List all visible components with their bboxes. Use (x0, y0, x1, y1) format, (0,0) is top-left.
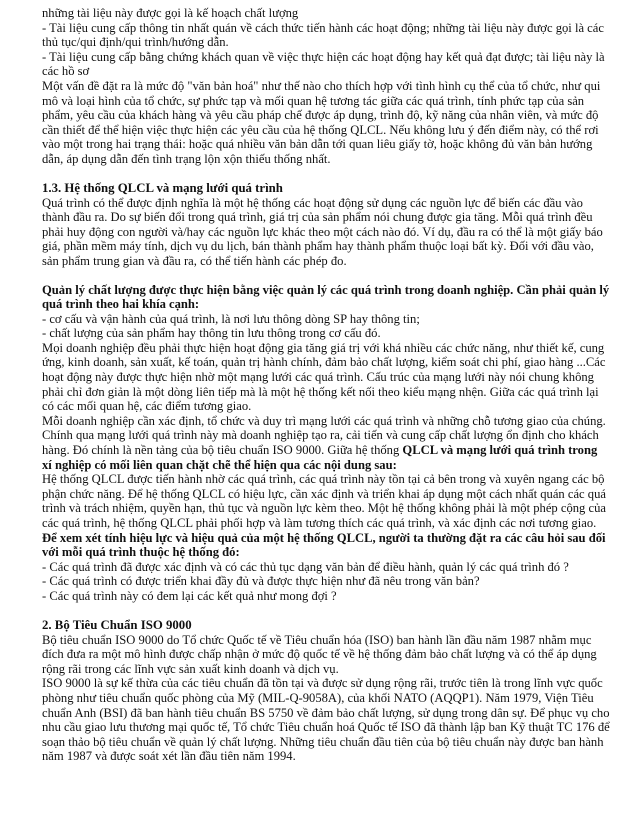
paragraph-effectiveness-questions: Để xem xét tính hiệu lực và hiệu quả của một hệ thống QLCL, người ta thường đặt ra các câu hỏi sau đối với mỗi quá trình thuộc hệ thống đó: (42, 530, 606, 560)
paragraph-qlcl-processes: Hệ thống QLCL được tiến hành nhờ các quá trình, các quá trình này tồn tại cả bên trong và xuyên ngang các bộ phận chức năng. Để hệ thống QLCL có hiệu lực, cần xác định và triển khai áp dụng một cách nhất quán các quá trình và trách nhiệm, quyền hạn, thủ tục và nguồn lực kèm theo. Một hệ thống không phải là một phép cộng của các quá trình, hệ thống QLCL phải phối hợp và làm tương thích các quá trình, và xác định các nơi tương giao. (42, 472, 606, 530)
paragraph-text: Mỗi doanh nghiệp cần xác định, tổ chức và duy trì mạng lưới các quá trình và những chỗ tương giao của chúng. Chính qua mạng lưới quá trình này mà doanh nghiệp tạo ra, cải tiến và cung cấp chất lượng ổn định cho khách hàng. Đó chính là nền tảng của bộ tiêu chuẩn ISO 9000. Giữa hệ thống (42, 413, 606, 458)
paragraph-quality-management-intro: Quản lý chất lượng được thực hiện bằng việc quản lý các quá trình trong doanh nghiệp. Cần phải quản lý quá trình theo hai khía cạnh: (42, 282, 610, 312)
paragraph-records: - Tài liệu cung cấp bằng chứng khách quan về việc thực hiện các hoạt động hay kết quả đạt được; tài liệu này là các hồ sơ (42, 49, 605, 79)
paragraph-documentation-level: Một vấn đề đặt ra là mức độ "văn bản hoá" như thế nào cho thích hợp với tình hình cụ thể của tổ chức, như qui mô và loại hình của tổ chức, sự phức tạp và mối quan hệ tương tác giữa các quá trình, tính phức tạp của sản phẩm, yêu cầu của khách hàng và yêu cầu pháp chế được áp dụng, trình độ, kỹ năng của nhân viên, và mức độ cần thiết để thể hiện việc thực hiện các yêu cầu của hệ thống QLCL. Nếu không lưu ý đến điểm này, có thể rơi vào một trong hai trạng thái: hoặc quá nhiều văn bản dẫn tới quan liêu giấy tờ, hoặc không đủ văn bản hướng dẫn, áp dụng dẫn đến tình trạng lộn xộn thiếu thống nhất. (42, 78, 601, 166)
paragraph-process-definition: Quá trình có thể được định nghĩa là một hệ thống các hoạt động sử dụng các nguồn lực để biến các đầu vào thành đầu ra. Do sự biến đổi trong quá trình, giá trị của sản phẩm nói chung được gia tăng. Mỗi quá trình đều phải huy động con người và/hay các nguồn lực khác theo một cách nào đó. Ví dụ, đầu ra có thể là một giấy báo giá, phần mềm máy tính, dịch vụ du lịch, bán thành phẩm hay thành phẩm thuộc loại bất kỳ. Đối với đầu vào, sản phẩm trung gian và đầu ra, có thể tiến hành các phép đo. (42, 195, 603, 268)
paragraph-iso-origin: Bộ tiêu chuẩn ISO 9000 do Tổ chức Quốc tế về Tiêu chuẩn hóa (ISO) ban hành lần đầu năm 1987 nhằm mục đích đưa ra một mô hình được chấp nhận ở mức độ quốc tế về hệ thống đảm bảo chất lượng và có thể áp dụng rộng rãi trong các lĩnh vực sản xuất kinh doanh và dịch vụ. (42, 632, 597, 676)
list-item: - Các quá trình có được triển khai đầy đủ và được thực hiện như đã nêu trong văn bản? (42, 574, 480, 589)
list-item: - Các quá trình đã được xác định và có các thủ tục dạng văn bản để điều hành, quản lý các quá trình đó ? (42, 559, 569, 574)
paragraph-bold-text: QLCL và mạng lưới quá trình trong xí nghiệp có mối liên quan chặt chẽ thể hiện qua các nội dung sau: (42, 443, 598, 472)
list-item: - Các quá trình này có đem lại các kết quả như mong đợi ? (42, 588, 337, 603)
section-heading-1-3: 1.3. Hệ thống QLCL và mạng lưới quá trình (42, 180, 283, 195)
list-item: - cơ cấu và vận hành của quá trình, là nơi lưu thông dòng SP hay thông tin; (42, 311, 420, 326)
paragraph-quality-plan: những tài liệu này được gọi là kế hoạch chất lượng (42, 6, 299, 20)
paragraph-process-network: Mọi doanh nghiệp đều phải thực hiện hoạt động gia tăng giá trị với khá nhiều các chức năng, như thiết kế, cung ứng, kinh doanh, sản xuất, kế toán, quản trị hành chính, đảm bảo chất lượng, kiểm soát chi phí, giao hàng ...Các hoạt động này được thực hiện nhờ một mạng lưới các quá trình. Cấu trúc của mạng lưới này nói chung không phải chỉ đơn giản là một dòng liên tiếp mà là một hệ thống kết nối theo kiểu mạng nhện. Giữa các quá trình lại có các mối quan hệ, các điểm tương giao. (42, 340, 606, 414)
paragraph-procedures: - Tài liệu cung cấp thông tin nhất quán về cách thức tiến hành các hoạt động; những tài liệu này được gọi là các thủ tục/qui định/qui trình/hướng dẫn. (42, 20, 604, 50)
section-heading-2: 2. Bộ Tiêu Chuẩn ISO 9000 (42, 617, 192, 632)
list-item: - chất lượng của sản phẩm hay thông tin lưu thông trong cơ cấu đó. (42, 326, 381, 341)
paragraph-iso-foundation (42, 414, 610, 472)
paragraph-iso-history: ISO 9000 là sự kế thừa của các tiêu chuẩn đã tồn tại và được sử dụng rộng rãi, trước tiên là trong lĩnh vực quốc phòng như tiêu chuẩn quốc phòng của Mỹ (MIL-Q-9058A), của khối NATO (AQQP1). Năm 1979, Viện Tiêu chuẩn Anh (BSI) đã ban hành tiêu chuẩn BS 5750 về đảm bảo chất lượng, sử dụng trong dân sự. Để phục vụ cho nhu cầu giao lưu thương mại quốc tế, Tổ chức Tiêu chuẩn hoá Quốc tế ISO đã thành lập ban Kỹ thuật TC 176 để soạn thảo bộ tiêu chuẩn về quản lý chất lượng. Những tiêu chuẩn đầu tiên của bộ tiêu chuẩn này được ban hành năm 1987 và được soát xét lần đầu tiên năm 1994. (42, 676, 610, 764)
